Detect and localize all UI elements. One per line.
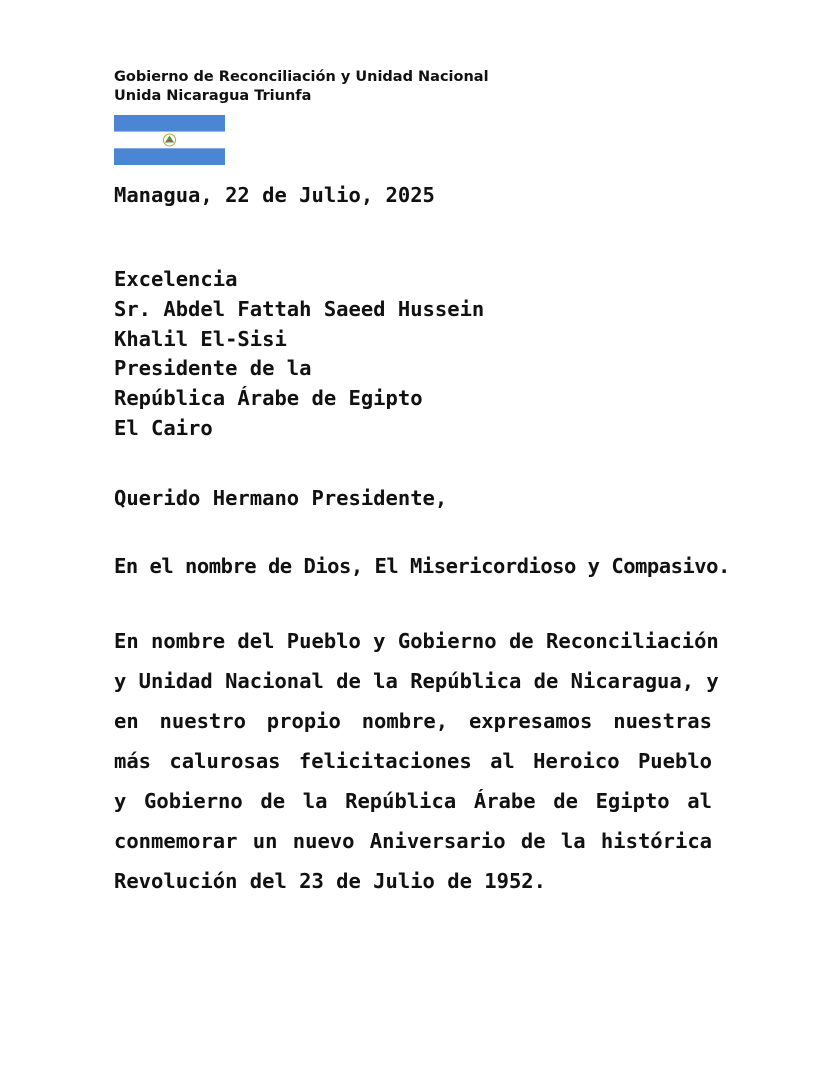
salutation: Querido Hermano Presidente,: [114, 486, 448, 510]
addressee-line: República Árabe de Egipto: [114, 386, 423, 411]
letterhead-slogan: Unida Nicaragua Triunfa: [114, 88, 312, 104]
letter-date: Managua, 22 de Julio, 2025: [114, 183, 435, 207]
addressee-line: Sr. Abdel Fattah Saeed Hussein: [114, 296, 485, 321]
nicaragua-flag-icon: [114, 115, 225, 165]
body-line: más calurosas felicitaciones al Heroico Pueblo: [114, 749, 712, 773]
letterhead-government-name: Gobierno de Reconciliación y Unidad Nacional: [114, 69, 489, 85]
addressee-line: Khalil El-Sisi: [114, 326, 287, 351]
body-line: En nombre del Pueblo y Gobierno de Reconciliación: [114, 629, 719, 653]
addressee-line: Presidente de la: [114, 356, 312, 381]
addressee-line: Excelencia: [114, 267, 238, 291]
body-line: conmemorar un nuevo Aniversario de la histórica: [114, 829, 712, 853]
body-line: en nuestro propio nombre, expresamos nuestras: [114, 709, 712, 733]
body-line: y Gobierno de la República Árabe de Egipto al: [114, 789, 712, 813]
addressee-line: El Cairo: [114, 415, 213, 440]
body-line: y Unidad Nacional de la República de Nicaragua, y: [114, 669, 719, 693]
addressee-block: [114, 265, 484, 444]
letterhead: [114, 68, 489, 106]
letter-body: [114, 621, 719, 901]
invocation: En el nombre de Dios, El Misericordioso y Compasivo.: [114, 554, 730, 578]
body-line: Revolución del 23 de Julio de 1952.: [114, 869, 546, 893]
